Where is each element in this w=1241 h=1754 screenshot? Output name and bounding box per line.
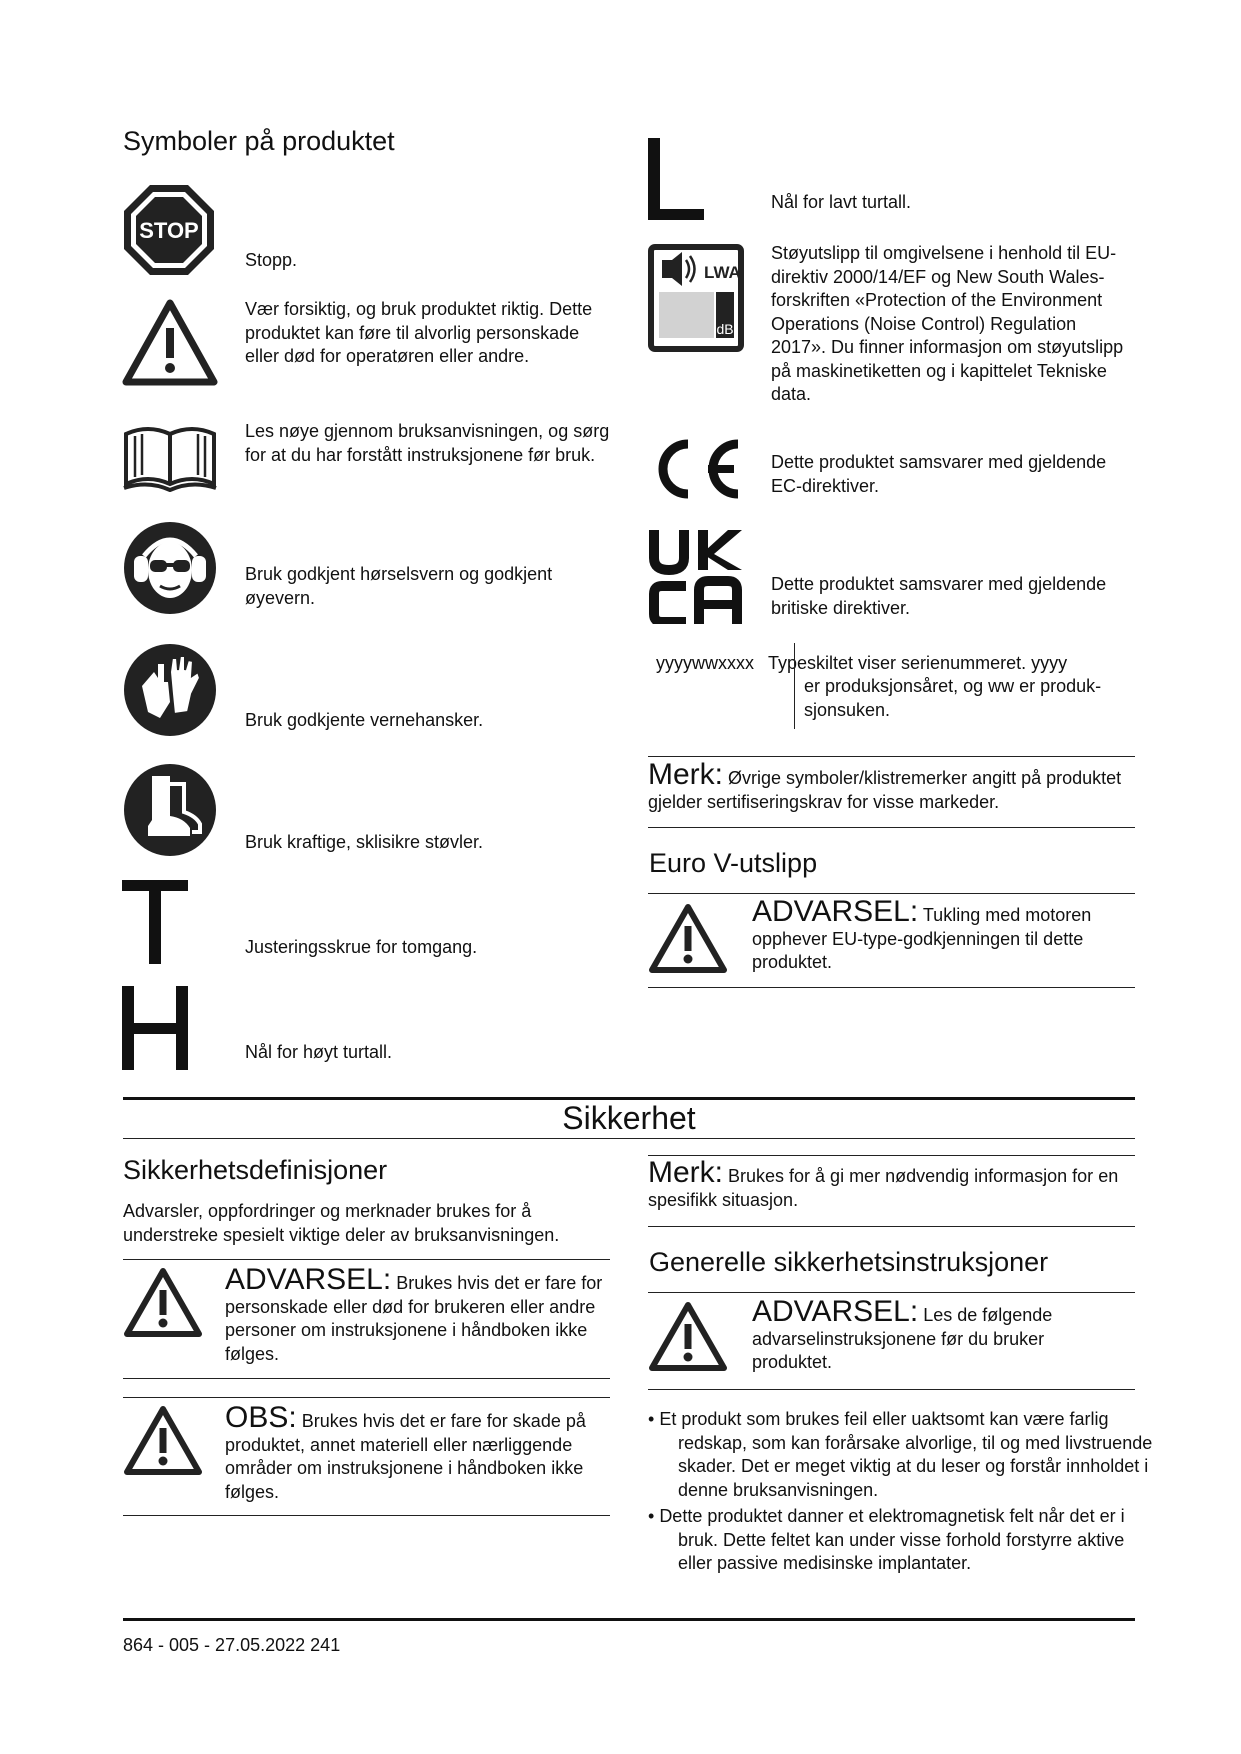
gloves-icon xyxy=(122,642,218,738)
euro-warning-text-rest: opphever EU-type-godkjenningen til dette produktet. xyxy=(752,928,1084,972)
definitions-intro: Advarsler, oppfordringer og merknader brukes for å understreke spesielt viktige deler av bruksanvisningen. xyxy=(123,1201,560,1245)
def-caution-text xyxy=(225,1401,611,1504)
euro-warning-text xyxy=(752,895,1137,975)
euro-warning-bottom-rule xyxy=(648,987,1135,988)
symbol-text-stop: Stopp. xyxy=(245,250,298,270)
symbol-text-low-needle: Nål for lavt turtall. xyxy=(771,192,912,212)
general-warning-triangle-icon xyxy=(648,1300,728,1372)
symbols-heading: Symboler på produktet xyxy=(123,126,395,156)
boots-icon xyxy=(122,762,218,858)
bullet-marker: • xyxy=(648,1506,660,1526)
safety-title-bottom-rule xyxy=(123,1138,1135,1139)
letter-l-icon xyxy=(648,138,704,220)
note-text: Øvrige symboler/klistremerker angitt på produktet gjelder sertifiseringskrav for visse markeder. xyxy=(648,768,1122,812)
symbols-note xyxy=(648,758,1135,814)
note-top-rule xyxy=(648,756,1135,757)
symbol-text-boots: Bruk kraftige, sklisikre støvler. xyxy=(245,832,484,852)
svg-text:STOP: STOP xyxy=(139,218,199,243)
safety-note xyxy=(648,1156,1135,1212)
note-label: Merk: xyxy=(648,758,723,791)
bullet-item xyxy=(648,1408,1158,1502)
safety-note-text-first: Brukes for å gi mer nødvendig informasjon for xyxy=(728,1166,1094,1186)
general-warning-label: ADVARSEL: xyxy=(752,1295,919,1328)
def-warning-text-first: Brukes hvis det er fare xyxy=(396,1273,577,1293)
def-warning-text xyxy=(225,1263,611,1366)
symbol-text-ce: Dette produktet samsvarer med gjeldende EC-direktiver. xyxy=(771,452,1107,496)
general-warning-text-rest: advarselinstruksjonene før du bruker produktet. xyxy=(752,1328,1045,1372)
svg-text:LWA: LWA xyxy=(704,263,741,282)
general-warning-top-rule xyxy=(648,1292,1135,1293)
symbol-text-idle-screw: Justeringsskrue for tomgang. xyxy=(245,937,478,957)
def-warning-text-rest: for personskade eller død for brukeren eller andre personer om instruksjonene i håndboken ikke følges. xyxy=(225,1273,603,1364)
noise-emission-icon xyxy=(648,244,744,352)
letter-h-icon xyxy=(122,986,188,1070)
bullet-text: Et produkt som brukes feil eller uaktsomt kan være farlig redskap, som kan forårsake alvorlige, til og med livstruende skader. Det er meget viktig at du leser og forstår innholdet i denne bruksanvisningen. xyxy=(659,1409,1153,1500)
def-warning-top-rule xyxy=(123,1259,610,1260)
svg-text:dB: dB xyxy=(716,321,734,337)
footer xyxy=(123,1634,340,1658)
euro-heading: Euro V-utslipp xyxy=(649,848,818,878)
general-warning-text-first: Les de følgende xyxy=(923,1305,1053,1325)
def-caution-top-rule xyxy=(123,1397,610,1398)
safety-note-text-rest: en spesifikk situasjon. xyxy=(648,1166,1119,1210)
def-caution-label: OBS: xyxy=(225,1401,297,1434)
warning-triangle-icon xyxy=(122,298,218,386)
safety-note-bottom-rule xyxy=(648,1226,1135,1227)
bullet-marker: • xyxy=(648,1409,660,1429)
ce-mark-icon xyxy=(648,436,744,502)
general-heading: Generelle sikkerhetsinstruksjoner xyxy=(649,1247,1049,1277)
serial-text-line2: er produksjonsåret, og ww er produk- xyxy=(804,676,1102,696)
def-warning-bottom-rule xyxy=(123,1378,610,1379)
general-warning-text xyxy=(752,1295,1122,1375)
symbol-text-caution: Vær forsiktig, og bruk produktet riktig. Dette produktet kan føre til alvorlig personskade eller død for operatøren eller andre. xyxy=(245,299,593,366)
def-warning-label: ADVARSEL: xyxy=(225,1263,392,1296)
symbol-text-gloves: Bruk godkjente vernehansker. xyxy=(245,710,484,730)
general-warning-bottom-rule xyxy=(648,1389,1135,1390)
open-book-icon xyxy=(122,422,218,492)
definitions-heading: Sikkerhetsdefinisjoner xyxy=(123,1155,388,1185)
def-caution-bottom-rule xyxy=(123,1515,610,1516)
serial-code: yyyywwxxxx xyxy=(656,653,754,673)
def-caution-text-rest: produktet, annet materiell eller nærliggende områder om instruksjonene i håndboken ikke følges. xyxy=(225,1434,584,1502)
symbol-text-ukca: Dette produktet samsvarer med gjeldende britiske direktiver. xyxy=(771,574,1107,618)
euro-warning-label: ADVARSEL: xyxy=(752,895,919,928)
def-caution-text-first: Brukes hvis det er fare for skade på xyxy=(301,1411,586,1431)
symbol-text-noise: Støyutslipp til omgivelsene i henhold til EU-direktiv 2000/14/EF og New South Wales-forskriften «Protection of the Environment Operations (Noise Control) Regulation 2017». Du finner informasjon om støyutslipp på maskinetiketten og i kapittelet Tekniske data. xyxy=(771,243,1124,404)
footer-doc-ref: 864 - 005 - 27.05.2022 xyxy=(123,1635,306,1655)
ear-eye-protection-icon xyxy=(122,520,218,616)
bullet-item xyxy=(648,1505,1158,1576)
safety-title: Sikkerhet xyxy=(562,1100,696,1136)
footer-rule xyxy=(123,1618,1135,1621)
bullet-text: Dette produktet danner et elektromagnetisk felt når det er i bruk. Dette feltet kan under visse forhold forstyrre aktive eller passive medisinske implantater. xyxy=(659,1506,1125,1573)
symbol-text-manual: Les nøye gjennom bruksanvisningen, og sørg for at du har forstått instruksjonene før bruk. xyxy=(245,421,610,465)
def-warning-triangle-icon xyxy=(123,1266,203,1338)
def-caution-triangle-icon xyxy=(123,1404,203,1476)
safety-note-label: Merk: xyxy=(648,1156,723,1189)
letter-t-icon xyxy=(122,880,188,964)
serial-divider xyxy=(794,643,795,729)
serial-text-line3: sjonsuken. xyxy=(804,700,891,720)
euro-warning-top-rule xyxy=(648,893,1135,894)
stop-sign-icon xyxy=(122,183,216,277)
note-bottom-rule xyxy=(648,827,1135,828)
ukca-mark-icon xyxy=(648,528,744,624)
symbol-text-high-needle: Nål for høyt turtall. xyxy=(245,1042,393,1062)
serial-text-line1: Typeskiltet viser serienummeret. yyyy xyxy=(768,653,1068,673)
euro-warning-triangle-icon xyxy=(648,902,728,974)
euro-warning-text-first: Tukling med motoren xyxy=(922,905,1092,925)
page-number: 241 xyxy=(310,1635,341,1655)
symbol-text-ppe: Bruk godkjent hørselsvern og godkjent øyevern. xyxy=(245,564,553,608)
